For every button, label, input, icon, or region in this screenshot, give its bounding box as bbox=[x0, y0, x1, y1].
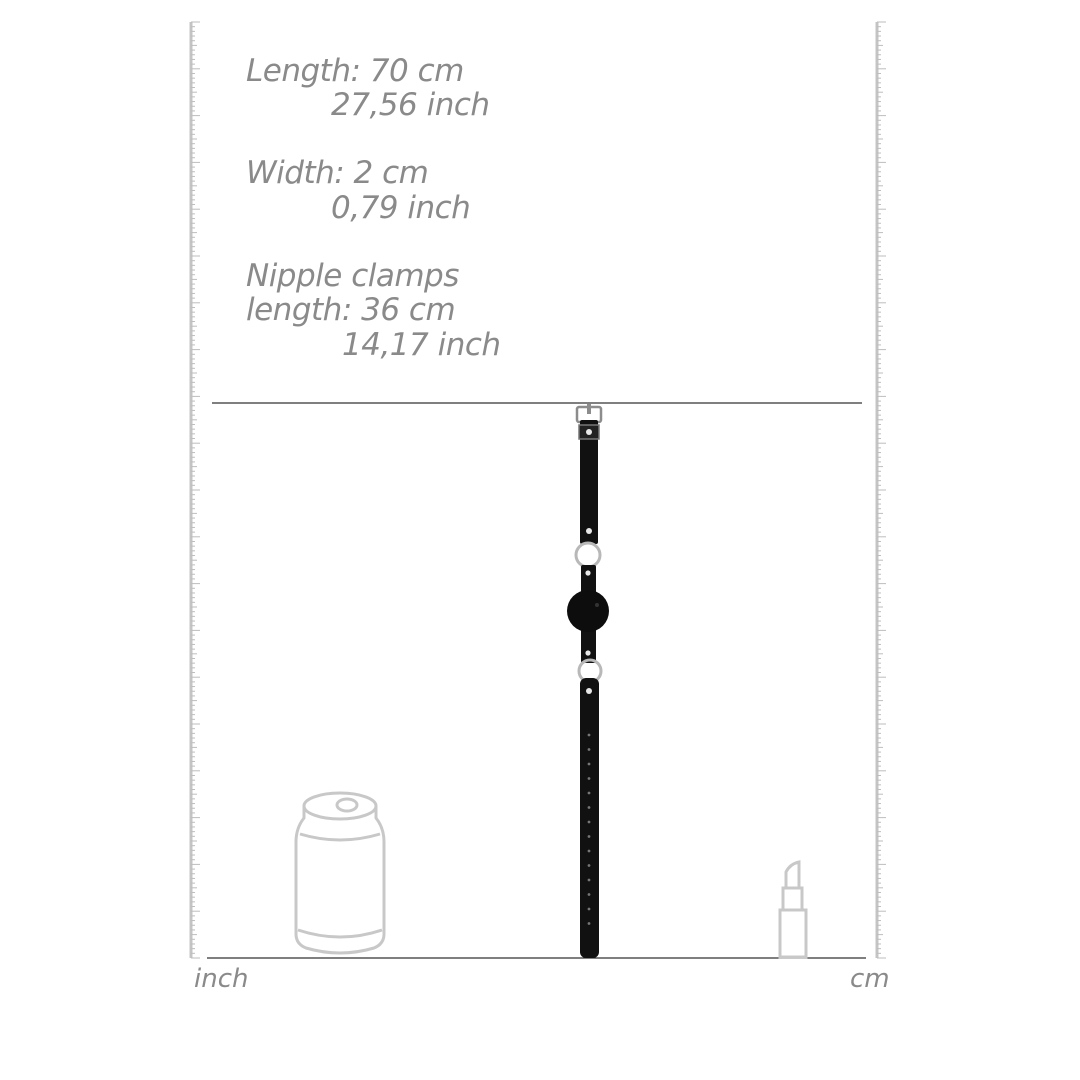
width-inch: 0,79 inch bbox=[331, 190, 471, 226]
clamps-label-line2: length: 36 cm bbox=[246, 292, 456, 328]
soda-can-icon bbox=[296, 793, 384, 953]
clamps-inch: 14,17 inch bbox=[342, 327, 501, 363]
lipstick-icon bbox=[780, 862, 806, 957]
width-label: Width: 2 cm bbox=[246, 155, 429, 191]
ruler-left-icon bbox=[191, 22, 200, 958]
ball-gag-icon bbox=[567, 404, 609, 958]
ruler-right-icon bbox=[877, 22, 886, 958]
clamps-label-line1: Nipple clamps bbox=[246, 258, 459, 294]
right-unit-label: cm bbox=[850, 964, 890, 994]
length-inch: 27,56 inch bbox=[331, 87, 490, 123]
length-label: Length: 70 cm bbox=[246, 53, 464, 89]
left-unit-label: inch bbox=[194, 964, 249, 994]
